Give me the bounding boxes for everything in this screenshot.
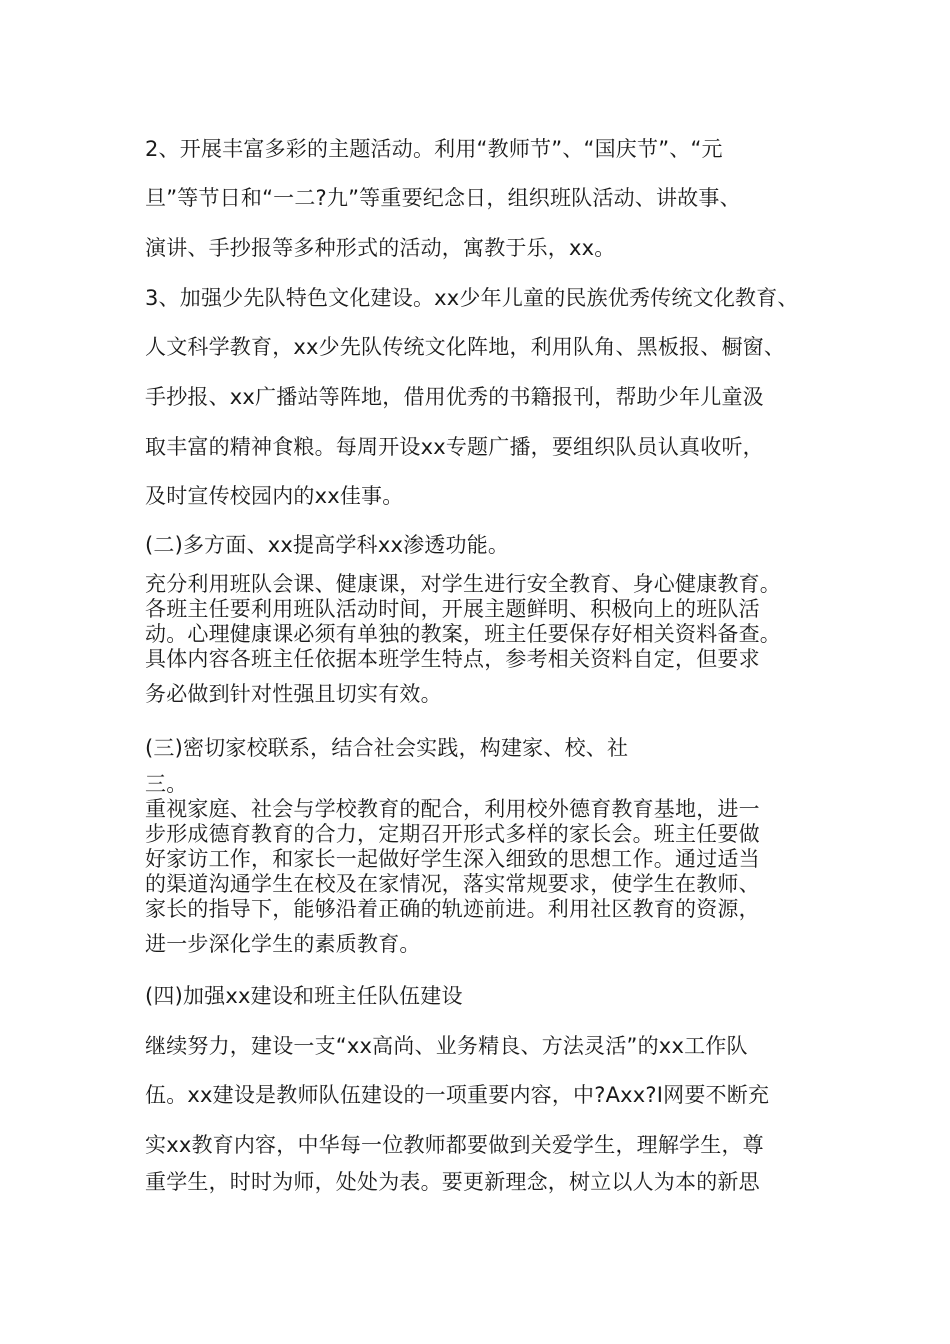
- text-line: 务必做到针对性强且切实有效。: [145, 682, 442, 706]
- text-line: 充分利用班队会课、健康课，对学生进行安全教育、身心健康教育。: [145, 572, 781, 596]
- text-line: 2、开展丰富多彩的主题活动。利用“教师节”、“国庆节”、“元: [145, 137, 723, 161]
- text-line: 及时宣传校园内的xx佳事。: [145, 484, 404, 508]
- text-line: 伍。xx建设是教师队伍建设的一项重要内容，中?Axx?I网要不断充: [145, 1083, 770, 1107]
- text-line: 进一步深化学生的素质教育。: [145, 932, 421, 956]
- text-line: 动。心理健康课必须有单独的教案，班主任要保存好相关资料备查。: [145, 622, 781, 646]
- section-heading: (四)加强xx建设和班主任队伍建设: [145, 984, 463, 1008]
- section-heading: (二)多方面、xx提高学科xx渗透功能。: [145, 533, 510, 557]
- text-line: 旦”等节日和“一二?九”等重要纪念日，组织班队活动、讲故事、: [145, 186, 741, 210]
- text-line: 好家访工作，和家长一起做好学生深入细致的思想工作。通过适当: [145, 847, 760, 871]
- text-line: 各班主任要利用班队活动时间，开展主题鲜明、积极向上的班队活: [145, 597, 760, 621]
- text-line: 具体内容各班主任依据本班学生特点，参考相关资料自定，但要求: [145, 647, 760, 671]
- section-heading-continued: 三。: [145, 772, 188, 796]
- text-line: 实xx教育内容，中华每一位教师都要做到关爱学生，理解学生，尊: [145, 1133, 764, 1157]
- text-line: 重视家庭、社会与学校教育的配合，利用校外德育教育基地，进一: [145, 797, 760, 821]
- text-line: 家长的指导下，能够沿着正确的轨迹前进。利用社区教育的资源，: [145, 897, 760, 921]
- section-heading: (三)密切家校联系，结合社会实践，构建家、校、社: [145, 736, 629, 760]
- text-line: 演讲、手抄报等多种形式的活动，寓教于乐，xx。: [145, 236, 616, 260]
- text-line: 步形成德育教育的合力，定期召开形式多样的家长会。班主任要做: [145, 822, 760, 846]
- text-line: 的渠道沟通学生在校及在家情况，落实常规要求，使学生在教师、: [145, 872, 760, 896]
- text-line: 手抄报、xx广播站等阵地，借用优秀的书籍报刊，帮助少年儿童汲: [145, 385, 764, 409]
- text-line: 人文科学教育，xx少先队传统文化阵地，利用队角、黑板报、橱窗、: [145, 335, 786, 359]
- text-line: 3、加强少先队特色文化建设。xx少年儿童的民族优秀传统文化教育、: [145, 286, 799, 310]
- text-line: 继续努力，建设一支“xx高尚、业务精良、方法灵活”的xx工作队: [145, 1034, 748, 1058]
- text-line: 取丰富的精神食粮。每周开设xx专题广播，要组织队员认真收听，: [145, 435, 764, 459]
- text-line: 重学生，时时为师，处处为表。要更新理念，树立以人为本的新思: [145, 1170, 760, 1194]
